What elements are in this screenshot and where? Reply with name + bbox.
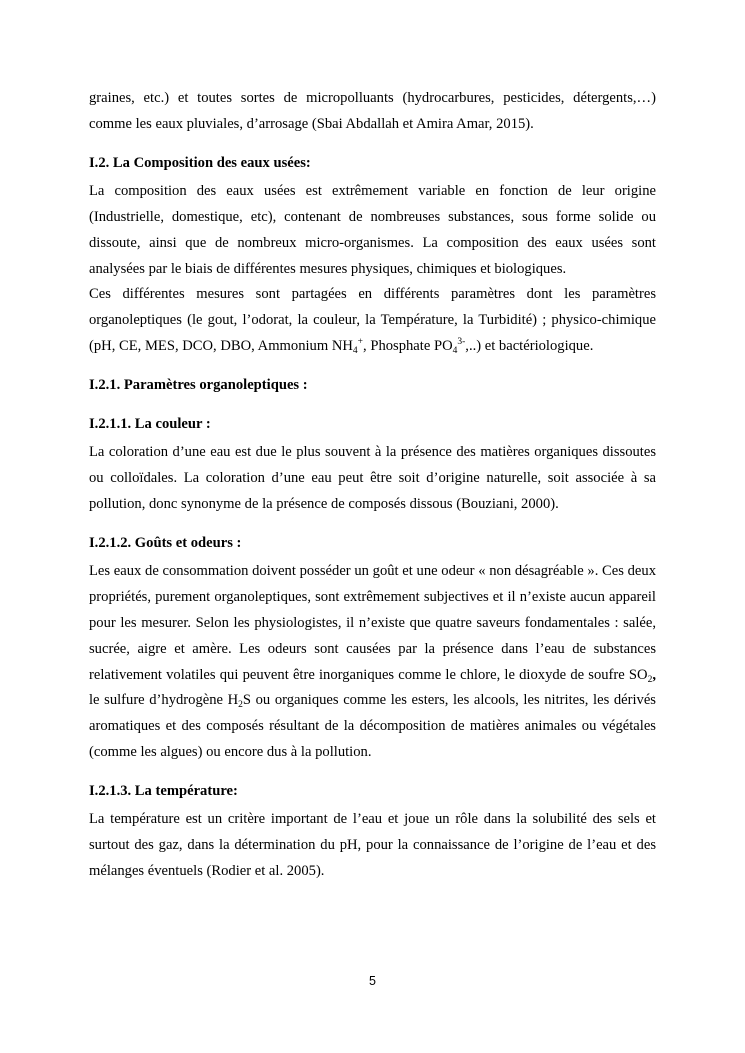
composition-text-b: , Phosphate PO: [363, 338, 453, 355]
so2-subscript: 2: [647, 674, 653, 685]
composition-paragraph-1: La composition des eaux usées est extrêmement variable en fonction de leur origine (Industrielle, domestique, etc), contenant de nombreuses substances, sous forme solide ou dissoute, ainsi que de nombreux micro-organismes. La composition des eaux usées sont analysées par le biais de différentes mesures physiques, chimiques et biologiques.: [89, 182, 656, 277]
gouts-text-c: le sulfure d’hydrogène H: [89, 692, 239, 709]
document-page: [89, 86, 656, 885]
nh4-superscript: +: [357, 337, 364, 348]
section-heading-composition: I.2. La Composition des eaux usées:: [89, 154, 311, 171]
page-number: 5: [369, 974, 376, 988]
po4-subscript: 4: [452, 346, 458, 357]
gouts-comma: ,: [652, 666, 656, 683]
composition-text-c: ,..) et bactériologique.: [465, 338, 594, 355]
nh4-subscript: 4: [352, 346, 358, 357]
composition-text-a: Ces différentes mesures sont partagées en différents paramètres dont les paramètres organoleptiques (le gout, l’odorat, la couleur, la Température, la Turbidité) ; physico-chimique (pH, CE, MES, DCO, DBO, Ammonium NH: [89, 286, 656, 355]
h2s-subscript: 2: [238, 700, 243, 711]
gouts-paragraph: [89, 559, 656, 766]
couleur-paragraph: La coloration d’une eau est due le plus souvent à la présence des matières organiques dissoutes ou colloïdales. La coloration d’une eau peut être soit d’origine naturelle, soit associée à sa pollution, donc synonyme de la présence de composés dissous (Bouziani, 2000).: [89, 444, 656, 512]
composition-paragraph-2: [89, 282, 656, 360]
section-heading-couleur: I.2.1.1. La couleur :: [89, 416, 211, 433]
section-heading-gouts: I.2.1.2. Goûts et odeurs :: [89, 534, 242, 551]
po4-superscript: 3-: [457, 337, 466, 348]
section-heading-organoleptic: I.2.1. Paramètres organoleptiques :: [89, 377, 308, 394]
gouts-text-a: Les eaux de consommation doivent posséder un goût et une odeur « non désagréable ». Ces deux propriétés, purement organoleptiques, sont extrêmement subjectives et il n’existe aucun appareil pour les mesurer. Selon les physiologistes, il n’existe que quatre saveurs fondamentales : salée, sucrée, aigre et amère. Les odeurs sont causées par la présence dans l’eau de substances relativement volatiles qui peuvent être inorganiques comme le chlore, le dioxyde de soufre SO: [89, 562, 656, 683]
temperature-paragraph: La température est un critère important de l’eau et joue un rôle dans la solubilité des sels et surtout des gaz, dans la détermination du pH, pour la connaissance de l’origine de l’eau et des mélanges éventuels (Rodier et al. 2005).: [89, 811, 656, 879]
section-heading-temperature: I.2.1.3. La température:: [89, 783, 238, 800]
gouts-text-d: S ou organiques comme les esters, les alcools, les nitrites, les dérivés aromatiques et des composés résultant de la décomposition de matières animales ou végétales (comme les algues) ou encore dus à la pollution.: [89, 692, 656, 761]
intro-paragraph: graines, etc.) et toutes sortes de micropolluants (hydrocarbures, pesticides, détergents,…) comme les eaux pluviales, d’arrosage (Sbai Abdallah et Amira Amar, 2015).: [89, 90, 656, 132]
